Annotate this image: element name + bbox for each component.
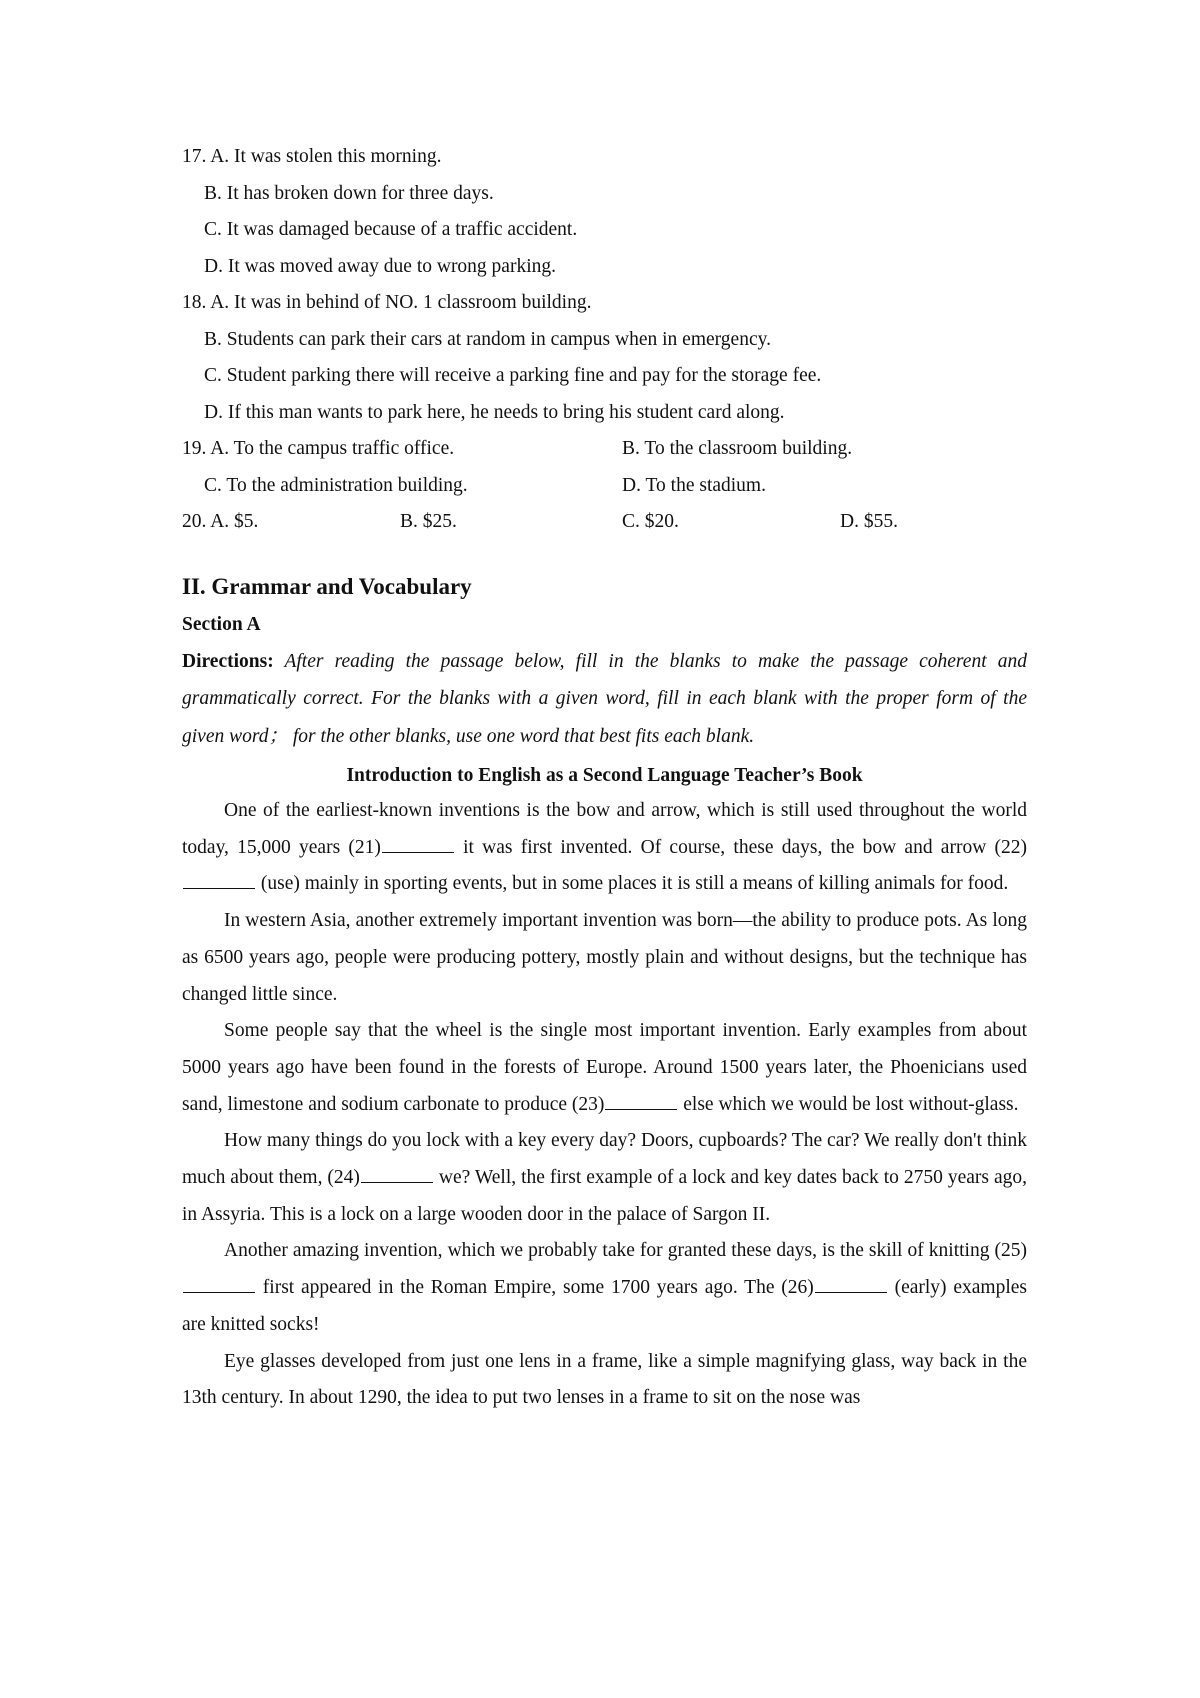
blank-23[interactable] <box>605 1108 677 1110</box>
question-17 <box>182 139 1027 285</box>
option-text: A. $5. <box>210 511 259 532</box>
question-number: 20. <box>182 511 207 532</box>
blank-24[interactable] <box>361 1181 433 1183</box>
text: (early) examples are knitted socks! <box>182 1277 1027 1335</box>
q17-option-c: C. It was damaged because of a traffic accident. <box>204 219 578 240</box>
q19-row-1 <box>182 431 1027 468</box>
q19-option-d: D. To the stadium. <box>622 474 766 496</box>
paragraph-4 <box>182 1123 1027 1233</box>
paragraph-2: In western Asia, another extremely important invention was born—the ability to produce pots. As long as 6500 years ago, people were producing pottery, mostly plain and without designs, but the technique has changed little since. <box>182 910 1027 1005</box>
text: One of the earliest-known inventions is the bow and arrow, which is still used throughout the world today, 15,000 years (21) <box>182 800 1027 858</box>
directions-text: After reading the passage below, fill in the blanks to make the passage coherent and grammatically correct. For the blanks with a given word, fill in each blank with the proper form of the given word； for the other blanks, use one word that best fits each blank. <box>182 650 1027 747</box>
text: (use) mainly in sporting events, but in some places it is still a means of killing animals for food. <box>256 873 1009 895</box>
blank-25[interactable] <box>183 1291 255 1293</box>
exam-page <box>182 139 1027 1417</box>
q20-option-b: B. $25. <box>400 511 457 532</box>
question-18 <box>182 285 1027 431</box>
directions <box>182 643 1027 756</box>
question-number: 18. <box>182 292 207 313</box>
option-text: A. It was stolen this morning. <box>210 146 442 167</box>
text: else which we would be lost without-glass. <box>678 1093 1019 1115</box>
q18-option-a <box>182 285 1027 322</box>
question-number: 19. <box>182 438 207 459</box>
passage-title: Introduction to English as a Second Language Teacher’s Book <box>346 765 863 786</box>
section-heading: II. Grammar and Vocabulary <box>182 573 472 599</box>
question-number: 17. <box>182 146 207 167</box>
q17-option-d: D. It was moved away due to wrong parking. <box>204 255 556 277</box>
text: Some people say that the wheel is the single most important invention. Early examples from about 5000 years ago have been found in the forests of Europe. Around 1500 years later, the Phoenicians used sand, limestone and sodium carbonate to produce (23) <box>182 1020 1027 1115</box>
question-19 <box>182 431 1027 504</box>
q20-option-d: D. $55. <box>840 511 898 532</box>
text: it was first invented. Of course, these days, the bow and arrow (22) <box>454 836 1027 858</box>
q17-option-b: B. It has broken down for three days. <box>204 182 494 204</box>
blank-21[interactable] <box>382 851 454 853</box>
directions-label: Directions: <box>182 650 274 672</box>
q18-option-d: D. If this man wants to park here, he needs to bring his student card along. <box>204 401 785 423</box>
q19-option-b: B. To the classroom building. <box>622 438 853 459</box>
text: first appeared in the Roman Empire, some 1700 years ago. The (26) <box>256 1277 814 1299</box>
q18-option-b: B. Students can park their cars at random in campus when in emergency. <box>204 328 771 350</box>
text: we? Well, the first example of a lock and key dates back to 2750 years ago, in Assyria. This is a lock on a large wooden door in the palace of Sargon II. <box>182 1167 1027 1225</box>
q20-option-c: C. $20. <box>622 511 679 532</box>
blank-22[interactable] <box>183 887 255 889</box>
option-text: A. To the campus traffic office. <box>210 438 455 459</box>
q20-option-a <box>182 504 400 541</box>
q19-row-2 <box>182 468 1027 505</box>
option-text: A. It was in behind of NO. 1 classroom building. <box>210 292 592 313</box>
text: How many things do you lock with a key every day? Doors, cupboards? The car? We really don't think much about them, (24) <box>182 1130 1027 1189</box>
section-subheading: Section A <box>182 613 261 635</box>
q19-option-a <box>182 431 622 468</box>
paragraph-1 <box>182 793 1027 903</box>
q19-option-c: C. To the administration building. <box>204 474 468 496</box>
paragraph-6: Eye glasses developed from just one lens in a frame, like a simple magnifying glass, way back in the 13th century. In about 1290, the idea to put two lenses in a frame to sit on the nose was <box>182 1350 1027 1409</box>
q17-option-a <box>182 139 1027 176</box>
blank-26[interactable] <box>815 1291 887 1293</box>
text: Another amazing invention, which we probably take for granted these days, is the skill of knitting (25) <box>224 1240 1027 1262</box>
paragraph-5 <box>182 1233 1027 1343</box>
paragraph-3 <box>182 1013 1027 1123</box>
question-20 <box>182 504 1027 541</box>
q18-option-c: C. Student parking there will receive a parking fine and pay for the storage fee. <box>204 365 822 386</box>
